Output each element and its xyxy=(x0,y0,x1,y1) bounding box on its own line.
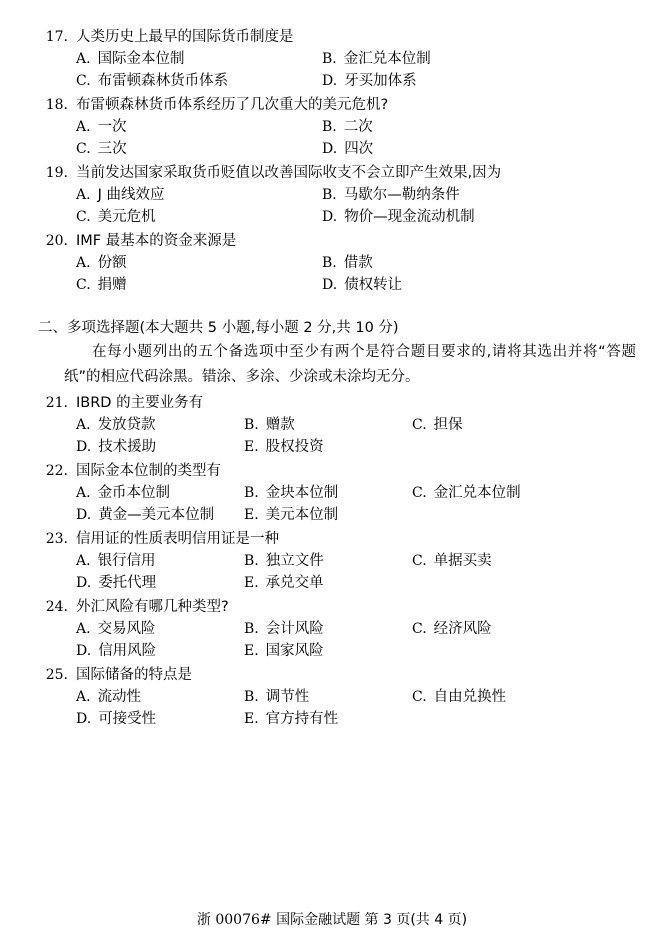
option-text: 黄金—美元本位制 xyxy=(98,507,215,523)
exam-title: 国际金融试题 xyxy=(276,912,361,928)
option-letter: C. xyxy=(412,553,427,569)
option-text: 银行信用 xyxy=(97,553,156,569)
option-letter: B. xyxy=(322,119,337,135)
option-row xyxy=(38,252,638,274)
option-d[interactable] xyxy=(76,436,244,458)
option-text: 借款 xyxy=(343,255,373,271)
option-letter: C. xyxy=(412,621,427,637)
option-text: 债权转让 xyxy=(344,277,403,293)
option-letter: D. xyxy=(322,73,338,89)
option-letter: A. xyxy=(76,417,91,433)
option-text: 赠款 xyxy=(265,417,295,433)
option-letter: A. xyxy=(76,119,91,135)
option-row xyxy=(38,116,638,138)
option-row xyxy=(38,482,638,504)
option-row xyxy=(38,640,638,662)
option-b[interactable] xyxy=(244,482,412,504)
section-multi-choice-header xyxy=(38,316,638,390)
option-letter: A. xyxy=(76,51,91,67)
option-text: 马歇尔—勒纳条件 xyxy=(343,187,460,203)
option-letter: A. xyxy=(76,689,91,705)
option-a[interactable] xyxy=(76,414,244,436)
question-number: 18. xyxy=(45,97,68,113)
option-text: 单据买卖 xyxy=(433,553,492,569)
option-c[interactable] xyxy=(412,550,492,572)
option-letter: D. xyxy=(322,141,338,157)
option-letter: B. xyxy=(244,689,259,705)
option-d[interactable] xyxy=(76,708,244,730)
option-letter: B. xyxy=(244,417,259,433)
option-c[interactable] xyxy=(76,274,322,296)
option-b[interactable] xyxy=(322,48,431,70)
option-letter: E. xyxy=(244,575,259,591)
option-text: 金币本位制 xyxy=(97,485,171,501)
question-number: 19. xyxy=(45,165,68,181)
option-text: 份额 xyxy=(97,255,127,271)
option-letter: A. xyxy=(76,621,91,637)
option-letter: B. xyxy=(244,553,259,569)
option-text: 布雷顿森林货币体系 xyxy=(97,73,229,89)
question-20 xyxy=(38,230,638,296)
question-text: 当前发达国家采取货币贬值以改善国际收支不会立即产生效果,因为 xyxy=(76,165,502,181)
option-row xyxy=(38,70,638,92)
question-text: 国际金本位制的类型有 xyxy=(76,463,221,479)
option-d[interactable] xyxy=(76,504,244,526)
option-letter: B. xyxy=(322,51,337,67)
exam-code: 浙 00076# xyxy=(196,912,272,928)
option-e[interactable] xyxy=(244,640,324,662)
option-text: 发放贷款 xyxy=(97,417,156,433)
option-a[interactable] xyxy=(76,252,322,274)
option-row xyxy=(38,550,638,572)
option-text: 二次 xyxy=(343,119,373,135)
option-d[interactable] xyxy=(76,640,244,662)
option-text: 牙买加体系 xyxy=(344,73,417,89)
option-text: 物价—现金流动机制 xyxy=(344,209,475,225)
question-number: 21. xyxy=(45,395,68,411)
question-text: 国际储备的特点是 xyxy=(76,667,192,683)
question-number: 20. xyxy=(45,233,68,249)
section-title: 二、多项选择题(本大题共 5 小题,每小题 2 分,共 10 分) xyxy=(38,320,399,336)
option-text: 流动性 xyxy=(97,689,142,705)
option-letter: A. xyxy=(76,187,91,203)
option-letter: D. xyxy=(76,439,92,455)
option-row xyxy=(38,686,638,708)
option-c[interactable] xyxy=(412,618,492,640)
option-letter: A. xyxy=(76,485,91,501)
option-a[interactable] xyxy=(76,482,244,504)
question-stem xyxy=(38,596,638,618)
option-letter: A. xyxy=(76,553,91,569)
option-c[interactable] xyxy=(412,686,506,708)
option-letter: B. xyxy=(322,255,337,271)
page-footer xyxy=(0,910,664,930)
option-letter: C. xyxy=(76,141,91,157)
option-row xyxy=(38,618,638,640)
option-e[interactable] xyxy=(244,572,324,594)
option-text: 技术援助 xyxy=(98,439,157,455)
option-text: 国家风险 xyxy=(265,643,324,659)
question-number: 24. xyxy=(45,599,68,615)
option-c[interactable] xyxy=(412,482,521,504)
page-number: 第 3 页(共 4 页) xyxy=(364,912,468,928)
question-number: 17. xyxy=(45,29,68,45)
option-text: 信用风险 xyxy=(98,643,157,659)
option-letter: C. xyxy=(76,73,91,89)
option-c[interactable] xyxy=(76,70,322,92)
question-text: 信用证的性质表明信用证是一种 xyxy=(76,531,279,547)
question-17 xyxy=(38,26,638,92)
question-stem xyxy=(38,94,638,116)
question-text: IBRD 的主要业务有 xyxy=(76,395,204,411)
option-c[interactable] xyxy=(76,138,322,160)
option-text: 捐赠 xyxy=(97,277,127,293)
option-row xyxy=(38,184,638,206)
option-text: 可接受性 xyxy=(98,711,157,727)
option-letter: D. xyxy=(76,507,92,523)
option-text: 金块本位制 xyxy=(265,485,339,501)
option-d[interactable] xyxy=(322,206,475,228)
option-letter: E. xyxy=(244,643,259,659)
question-stem xyxy=(38,162,638,184)
option-c[interactable] xyxy=(76,206,322,228)
option-a[interactable] xyxy=(76,116,322,138)
option-b[interactable] xyxy=(322,252,373,274)
option-a[interactable] xyxy=(76,48,322,70)
option-letter: D. xyxy=(322,209,338,225)
option-text: 一次 xyxy=(97,119,127,135)
option-row xyxy=(38,206,638,228)
question-text: IMF 最基本的资金来源是 xyxy=(76,233,237,249)
option-text: 美元危机 xyxy=(97,209,156,225)
option-e[interactable] xyxy=(244,436,324,458)
option-e[interactable] xyxy=(244,504,338,526)
option-text: 会计风险 xyxy=(265,621,324,637)
question-stem xyxy=(38,392,638,414)
option-row xyxy=(38,48,638,70)
option-letter: B. xyxy=(244,485,259,501)
page-content xyxy=(38,26,638,732)
option-d[interactable] xyxy=(76,572,244,594)
question-21 xyxy=(38,392,638,458)
option-text: 经济风险 xyxy=(433,621,492,637)
question-number: 25. xyxy=(45,667,68,683)
option-row xyxy=(38,414,638,436)
option-d[interactable] xyxy=(322,70,417,92)
question-number: 23. xyxy=(45,531,68,547)
section-description: 在每小题列出的五个备选项中至少有两个是符合题目要求的,请将其选出并将“答题纸”的相应代码涂黑。错涂、多涂、少涂或未涂均无分。 xyxy=(64,344,636,385)
option-text: 委托代理 xyxy=(98,575,157,591)
option-text: 自由兑换性 xyxy=(433,689,507,705)
option-letter: E. xyxy=(244,711,259,727)
option-text: 独立文件 xyxy=(265,553,324,569)
question-24 xyxy=(38,596,638,662)
option-b[interactable] xyxy=(244,550,412,572)
option-text: 股权投资 xyxy=(265,439,324,455)
option-letter: C. xyxy=(412,417,427,433)
option-letter: D. xyxy=(322,277,338,293)
option-text: 担保 xyxy=(433,417,463,433)
question-18 xyxy=(38,94,638,160)
option-text: 调节性 xyxy=(265,689,310,705)
option-b[interactable] xyxy=(322,116,373,138)
option-letter: A. xyxy=(76,255,91,271)
option-row xyxy=(38,708,638,730)
option-a[interactable] xyxy=(76,618,244,640)
question-text: 布雷顿森林货币体系经历了几次重大的美元危机? xyxy=(76,97,389,113)
option-row xyxy=(38,504,638,526)
question-stem xyxy=(38,460,638,482)
option-letter: C. xyxy=(76,209,91,225)
option-text: 金汇兑本位制 xyxy=(433,485,521,501)
question-text: 人类历史上最早的国际货币制度是 xyxy=(76,29,294,45)
question-23 xyxy=(38,528,638,594)
question-22 xyxy=(38,460,638,526)
option-text: J 曲线效应 xyxy=(97,187,165,203)
option-text: 承兑交单 xyxy=(265,575,324,591)
option-a[interactable] xyxy=(76,686,244,708)
option-letter: E. xyxy=(244,439,259,455)
option-text: 金汇兑本位制 xyxy=(343,51,431,67)
option-text: 三次 xyxy=(97,141,127,157)
option-letter: B. xyxy=(244,621,259,637)
option-a[interactable] xyxy=(76,550,244,572)
option-d[interactable] xyxy=(322,274,402,296)
option-text: 四次 xyxy=(344,141,374,157)
question-stem xyxy=(38,528,638,550)
option-a[interactable] xyxy=(76,184,322,206)
option-text: 国际金本位制 xyxy=(97,51,185,67)
option-b[interactable] xyxy=(244,618,412,640)
option-text: 美元本位制 xyxy=(265,507,339,523)
option-letter: C. xyxy=(412,689,427,705)
option-letter: E. xyxy=(244,507,259,523)
option-c[interactable] xyxy=(412,414,463,436)
question-number: 22. xyxy=(45,463,68,479)
option-text: 交易风险 xyxy=(97,621,156,637)
option-b[interactable] xyxy=(244,686,412,708)
question-stem xyxy=(38,26,638,48)
option-letter: D. xyxy=(76,711,92,727)
question-text: 外汇风险有哪几种类型? xyxy=(76,599,229,615)
question-stem xyxy=(38,230,638,252)
option-letter: B. xyxy=(322,187,337,203)
question-25 xyxy=(38,664,638,730)
option-row xyxy=(38,436,638,458)
option-b[interactable] xyxy=(244,414,412,436)
option-d[interactable] xyxy=(322,138,373,160)
option-e[interactable] xyxy=(244,708,338,730)
option-letter: D. xyxy=(76,575,92,591)
question-stem xyxy=(38,664,638,686)
option-row xyxy=(38,572,638,594)
option-letter: D. xyxy=(76,643,92,659)
option-letter: C. xyxy=(76,277,91,293)
option-row xyxy=(38,138,638,160)
option-letter: C. xyxy=(412,485,427,501)
option-b[interactable] xyxy=(322,184,460,206)
option-text: 官方持有性 xyxy=(265,711,339,727)
option-row xyxy=(38,274,638,296)
question-19 xyxy=(38,162,638,228)
